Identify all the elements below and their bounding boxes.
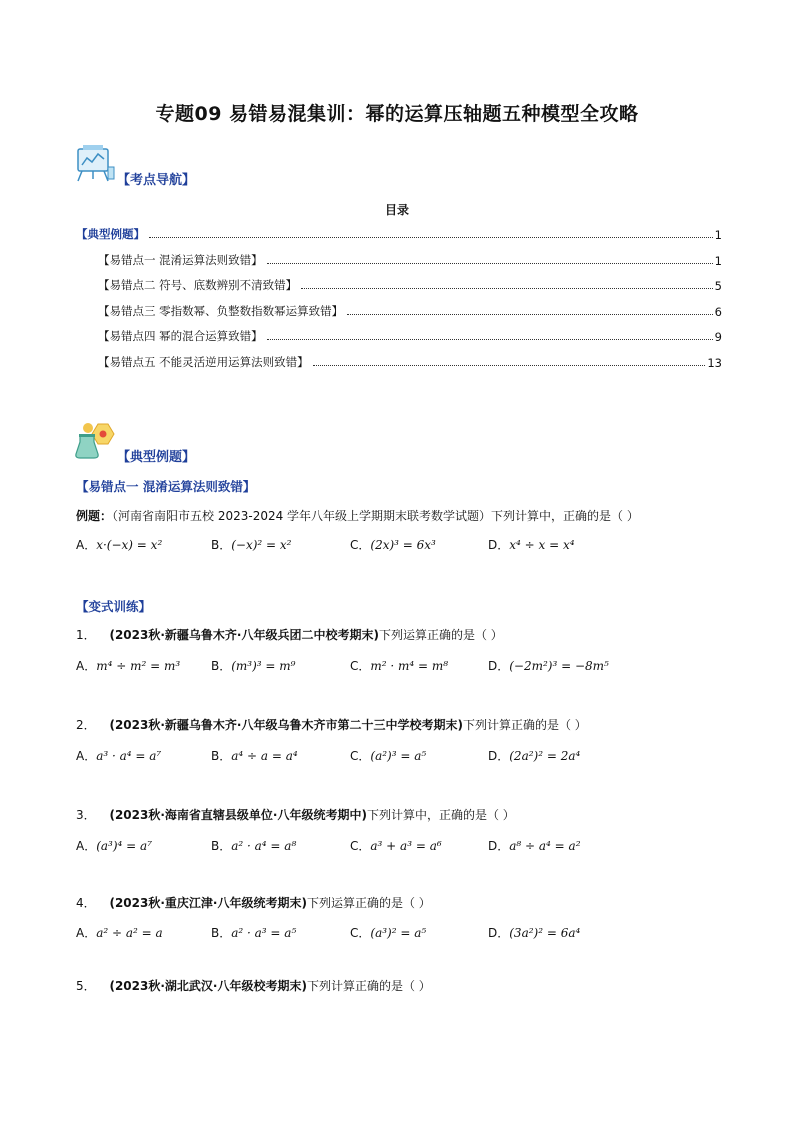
question-1: 1． (2023秋·新疆乌鲁木齐·八年级兵团二中校考期末)下列运算正确的是（ ）: [76, 628, 503, 642]
question-5: 5． (2023秋·湖北武汉·八年级校考期末)下列计算正确的是（ ）: [76, 979, 431, 993]
toc-item-page: 13: [707, 355, 722, 370]
toc-item-page: 6: [714, 304, 722, 319]
option-d[interactable]: D．(2a²)² = 2a⁴: [488, 749, 581, 763]
option-c[interactable]: C．a³ + a³ = a⁶: [350, 839, 442, 853]
toc-item[interactable]: [98, 303, 722, 319]
toc-item-page: 5: [714, 279, 722, 293]
toc-item-label: 【易错点一 混淆运算法则致错】: [98, 252, 263, 267]
example-text: （河南省南阳市五校 2023-2024 学年八年级上学期期末联考数学试题）下列计算中，正确的是（ ）: [112, 509, 639, 523]
toc-item[interactable]: [76, 226, 722, 242]
toc-title: 目录: [384, 203, 409, 217]
toc-leader: [267, 339, 713, 340]
toc: [76, 226, 722, 370]
toc-leader: [313, 365, 706, 366]
example-heading: 【典型例题】: [117, 450, 196, 465]
toc-leader: [347, 314, 713, 315]
option-b[interactable]: B．(−x)² = x²: [211, 538, 292, 552]
toc-item[interactable]: [98, 328, 722, 344]
option-b[interactable]: B．(m³)³ = m⁹: [211, 659, 296, 673]
option-d[interactable]: D．x⁴ ÷ x = x⁴: [488, 538, 575, 552]
option-c[interactable]: C．m² · m⁴ = m⁸: [350, 659, 449, 673]
question-2: 2． (2023秋·新疆乌鲁木齐·八年级乌鲁木齐市第二十三中学校考期末)下列计算正确的是（ ）: [76, 718, 587, 732]
toc-leader: [267, 263, 713, 264]
toc-item[interactable]: [98, 354, 722, 370]
point1-heading: 【易错点一 混淆运算法则致错】: [76, 479, 256, 494]
toc-leader: [149, 237, 713, 238]
option-c[interactable]: C．(a³)² = a⁵: [350, 926, 427, 940]
toc-item-label: 【易错点四 幂的混合运算致错】: [98, 329, 263, 343]
nav-heading: 【考点导航】: [117, 173, 196, 188]
toc-item-label: 【易错点五 不能灵活逆用运算法则致错】: [98, 354, 309, 369]
option-d[interactable]: D．(−2m²)³ = −8m⁵: [488, 659, 609, 673]
option-d[interactable]: D．a⁸ ÷ a⁴ = a²: [488, 839, 581, 853]
option-c[interactable]: C．(a²)³ = a⁵: [350, 749, 427, 763]
option-c[interactable]: C．(2x)³ = 6x³: [350, 538, 436, 552]
option-a[interactable]: A．a³ · a⁴ = a⁷: [76, 749, 162, 763]
option-a[interactable]: A．x·(−x) = x²: [76, 538, 163, 552]
option-a[interactable]: A．m⁴ ÷ m² = m³: [76, 659, 181, 673]
example-question: [76, 507, 639, 524]
option-d[interactable]: D．(3a²)² = 6a⁴: [488, 926, 581, 940]
option-a[interactable]: A．(a³)⁴ = a⁷: [76, 839, 153, 853]
question-4: 4． (2023秋·重庆江津·八年级统考期末)下列运算正确的是（ ）: [76, 896, 431, 910]
option-b[interactable]: B．a² · a⁴ = a⁸: [211, 839, 297, 853]
toc-item-page: 1: [714, 253, 722, 268]
toc-item[interactable]: [98, 277, 722, 293]
beaker-icon: [74, 420, 118, 460]
toc-item-label: 【易错点三 零指数幂、负整数指数幂运算致错】: [98, 303, 344, 318]
chalkboard-icon: [74, 143, 116, 183]
toc-item-page: 9: [714, 330, 722, 344]
practice-heading: 【变式训练】: [76, 599, 152, 614]
toc-item[interactable]: [98, 252, 722, 268]
toc-item-label: 【典型例题】: [76, 227, 145, 241]
option-a[interactable]: A．a² ÷ a² = a: [76, 926, 163, 940]
option-b[interactable]: B．a² · a³ = a⁵: [211, 926, 297, 940]
question-3: 3． (2023秋·海南省直辖县级单位·八年级统考期中)下列计算中，正确的是（ ）: [76, 808, 515, 822]
toc-item-page: 1: [714, 228, 722, 242]
example-label: 例题：: [76, 509, 113, 523]
option-b[interactable]: B．a⁴ ÷ a = a⁴: [211, 749, 298, 763]
page-title: 专题09 易错易混集训：幂的运算压轴题五种模型全攻略: [155, 103, 639, 125]
toc-leader: [301, 288, 713, 289]
toc-item-label: 【易错点二 符号、底数辨别不清致错】: [98, 278, 298, 292]
